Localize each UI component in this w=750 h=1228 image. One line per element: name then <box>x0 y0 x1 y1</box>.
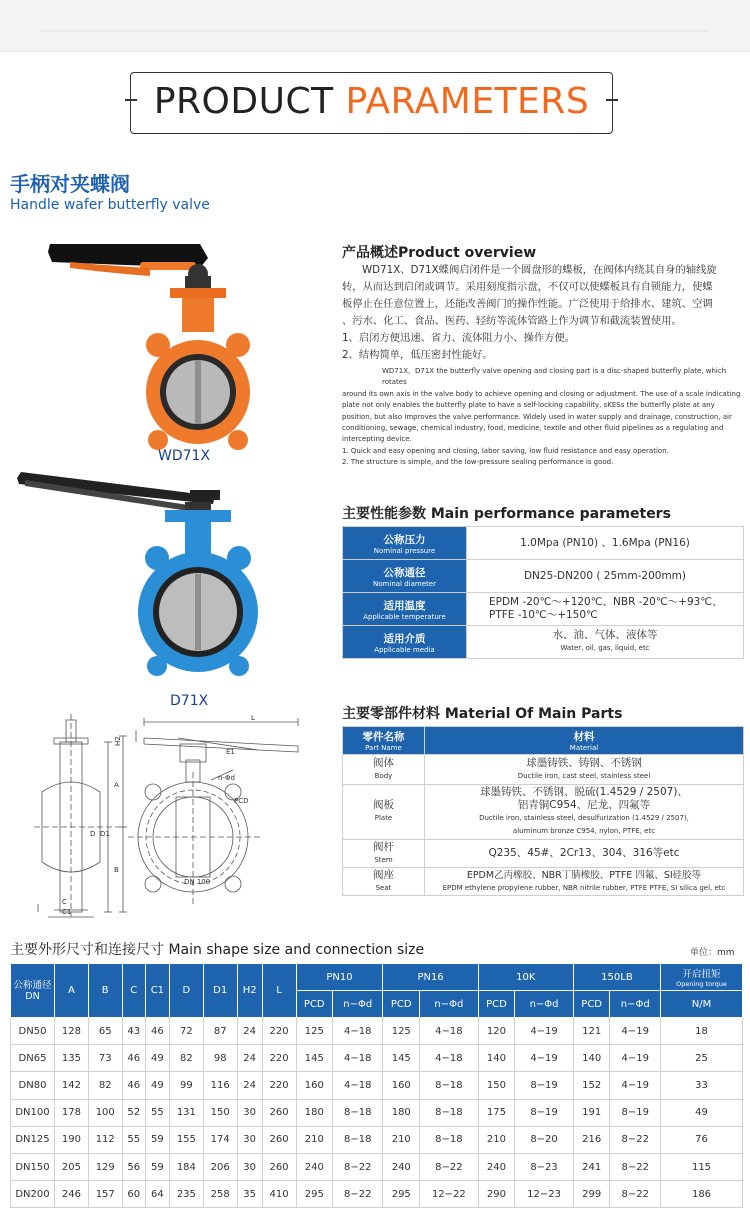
table-cell: 100 <box>88 1099 122 1126</box>
table-cell: 33 <box>661 1072 743 1099</box>
performance-key-cn: 公称压力 <box>383 533 426 546</box>
table-cell: 174 <box>203 1126 237 1153</box>
dims-head-torque-unit: N/M <box>661 991 743 1018</box>
dims-head-col: D <box>169 964 203 1018</box>
table-cell: 52 <box>122 1099 145 1126</box>
materials-title: 主要零部件材料 Material Of Main Parts <box>342 706 623 722</box>
table-cell: 205 <box>55 1153 89 1180</box>
dims-head-group: 10K <box>478 964 573 991</box>
performance-value-line: 1.0Mpa (PN10) 、1.6Mpa (PN16) <box>520 536 690 549</box>
materials-table <box>342 726 744 896</box>
performance-key-cn: 适用温度 <box>383 599 426 612</box>
dims-head-torque <box>661 964 743 991</box>
dims-head-col: B <box>88 964 122 1018</box>
performance-key <box>343 560 467 593</box>
table-cell: 46 <box>122 1072 145 1099</box>
model-label-wd71x: WD71X <box>158 448 211 464</box>
table-cell: 4−18 <box>420 1045 479 1072</box>
table-cell: 55 <box>122 1126 145 1153</box>
table-cell: 24 <box>237 1018 262 1045</box>
table-cell: 295 <box>383 1181 420 1208</box>
table-cell: 43 <box>122 1018 145 1045</box>
table-cell: 8−19 <box>610 1099 661 1126</box>
d71x-valve-image <box>15 470 265 690</box>
dims-head-col: A <box>55 964 89 1018</box>
overview-cn-line: 1、启闭方便迅速、省力、流体阻力小、操作方便。 <box>342 332 576 344</box>
table-row <box>11 1153 743 1180</box>
table-cell: 295 <box>296 1181 333 1208</box>
materials-value-en: Ductile iron, stainless steel, desulfurization (1.4529 / 2507), <box>479 814 689 822</box>
table-cell: 4−18 <box>333 1072 383 1099</box>
dimensions-table <box>10 963 743 1208</box>
performance-key <box>343 527 467 560</box>
table-cell: 4−18 <box>420 1018 479 1045</box>
performance-value <box>467 527 744 560</box>
table-cell: 8−23 <box>515 1153 574 1180</box>
overview-en-line: 1. Quick and easy opening and closing, labor saving, low fluid resistance and easy operation. <box>342 446 669 455</box>
table-cell: 64 <box>145 1181 169 1208</box>
table-row <box>11 1045 743 1072</box>
table-cell: 160 <box>383 1072 420 1099</box>
table-cell: 8−19 <box>515 1072 574 1099</box>
table-cell: 46 <box>122 1045 145 1072</box>
table-cell: 220 <box>262 1018 296 1045</box>
dims-head-col: C <box>122 964 145 1018</box>
table-cell: 186 <box>661 1181 743 1208</box>
wd71x-valve-image <box>40 240 270 450</box>
product-name-en: Handle wafer butterfly valve <box>10 197 210 213</box>
table-cell: 120 <box>478 1018 515 1045</box>
materials-value-en: EPDM ethylene propylene rubber, NBR nitrile rubber, PTFE PTFE, SI silica gel, etc <box>442 883 726 892</box>
dims-header-row-1 <box>11 964 743 991</box>
materials-row <box>343 785 744 840</box>
table-cell: 155 <box>169 1126 203 1153</box>
table-cell: 145 <box>296 1045 333 1072</box>
table-cell: 210 <box>383 1126 420 1153</box>
materials-part <box>343 755 425 785</box>
model-label-d71x: D71X <box>170 693 209 709</box>
table-cell: 59 <box>145 1153 169 1180</box>
drawing-label-l: L <box>251 714 255 722</box>
drawing-label-e1: E1 <box>226 748 235 756</box>
table-cell: 116 <box>203 1072 237 1099</box>
table-cell: 8−19 <box>515 1099 574 1126</box>
dims-head-pcd: PCD <box>296 991 333 1018</box>
table-cell: 128 <box>55 1018 89 1045</box>
table-cell: 258 <box>203 1181 237 1208</box>
table-cell: 260 <box>262 1099 296 1126</box>
overview-cn-line: 、污水、化工、食品、医药、轻纺等流体管路上作为调节和截流装置使用。 <box>342 315 682 327</box>
performance-key-en: Applicable media <box>374 645 435 654</box>
materials-part-en: Body <box>374 771 393 780</box>
table-cell: 46 <box>145 1018 169 1045</box>
materials-value-en: Ductile iron, cast steel, stainless steel <box>517 771 651 780</box>
table-cell: 59 <box>145 1126 169 1153</box>
table-cell: 8−22 <box>610 1153 661 1180</box>
table-cell: 4−19 <box>610 1072 661 1099</box>
table-cell: 145 <box>383 1045 420 1072</box>
materials-value <box>425 785 744 840</box>
table-cell: 216 <box>573 1126 610 1153</box>
table-cell: 180 <box>296 1099 333 1126</box>
materials-part-cn: 阀体 <box>373 756 394 769</box>
performance-title: 主要性能参数 Main performance parameters <box>342 506 671 522</box>
drawing-label-dn: DN 100 <box>184 878 211 886</box>
dims-head-dn <box>11 964 55 1018</box>
table-row <box>11 1099 743 1126</box>
table-cell: 49 <box>661 1099 743 1126</box>
table-cell: 56 <box>122 1153 145 1180</box>
table-cell: 112 <box>88 1126 122 1153</box>
table-cell: 129 <box>88 1153 122 1180</box>
table-cell: 30 <box>237 1126 262 1153</box>
dims-head-dn-cn: 公称通径 <box>13 979 52 991</box>
table-cell: 65 <box>88 1018 122 1045</box>
performance-row <box>343 593 744 626</box>
materials-part <box>343 840 425 868</box>
overview-cn <box>342 262 742 364</box>
table-cell: DN65 <box>11 1045 55 1072</box>
drawing-label-d: D <box>90 830 96 838</box>
table-cell: 60 <box>122 1181 145 1208</box>
performance-value-line: 水、油、气体、液体等 <box>552 629 658 641</box>
performance-key <box>343 626 467 659</box>
table-cell: 24 <box>237 1072 262 1099</box>
overview-en-line: intercepting device. <box>342 435 412 444</box>
table-cell: 30 <box>237 1153 262 1180</box>
performance-key <box>343 593 467 626</box>
table-cell: 210 <box>478 1126 515 1153</box>
performance-key-en: Nominal pressure <box>373 546 436 555</box>
performance-row <box>343 626 744 659</box>
materials-value-cn: 铝青铜C954、尼龙、四氟等 <box>517 799 651 811</box>
dims-head-col: D1 <box>203 964 237 1018</box>
dimensions-title: 主要外形尺寸和连接尺寸 Main shape size and connection size <box>10 942 425 958</box>
table-cell: 125 <box>296 1018 333 1045</box>
table-cell: 290 <box>478 1181 515 1208</box>
page-title <box>131 81 612 122</box>
table-cell: 142 <box>55 1072 89 1099</box>
table-cell: 140 <box>573 1045 610 1072</box>
table-cell: 73 <box>88 1045 122 1072</box>
materials-part-en: Plate <box>374 814 393 822</box>
table-cell: 140 <box>478 1045 515 1072</box>
overview-cn-line: WD71X、D71X蝶阀启闭件是一个圆盘形的蝶板，在阀体内绕其自身的轴线旋 <box>362 264 717 276</box>
table-cell: 4−19 <box>515 1018 574 1045</box>
dims-head-group: PN10 <box>296 964 383 991</box>
performance-key-en: Nominal diameter <box>373 579 436 588</box>
dims-head-group: PN16 <box>383 964 478 991</box>
performance-row <box>343 560 744 593</box>
table-cell: DN150 <box>11 1153 55 1180</box>
dims-head-pcd: PCD <box>478 991 515 1018</box>
table-cell: 8−18 <box>420 1099 479 1126</box>
table-cell: 99 <box>169 1072 203 1099</box>
materials-head-part-en: Part Name <box>365 744 402 752</box>
dims-head-col: L <box>262 964 296 1018</box>
top-band <box>0 0 750 52</box>
table-cell: 4−18 <box>333 1045 383 1072</box>
table-cell: 220 <box>262 1045 296 1072</box>
table-cell: 410 <box>262 1181 296 1208</box>
table-cell: 157 <box>88 1181 122 1208</box>
table-cell: 8−22 <box>610 1126 661 1153</box>
table-cell: 115 <box>661 1153 743 1180</box>
table-cell: DN200 <box>11 1181 55 1208</box>
table-cell: 184 <box>169 1153 203 1180</box>
table-cell: 175 <box>478 1099 515 1126</box>
table-cell: 4−19 <box>610 1018 661 1045</box>
performance-value <box>467 626 744 659</box>
dims-head-pcd: PCD <box>573 991 610 1018</box>
table-cell: 150 <box>478 1072 515 1099</box>
overview-cn-line: 2、结构简单，低压密封性能好。 <box>342 349 493 361</box>
table-cell: 135 <box>55 1045 89 1072</box>
materials-row <box>343 868 744 896</box>
table-cell: 8−22 <box>610 1181 661 1208</box>
drawing-label-h2: H2 <box>114 736 122 746</box>
table-cell: 152 <box>573 1072 610 1099</box>
table-cell: 191 <box>573 1099 610 1126</box>
table-cell: 72 <box>169 1018 203 1045</box>
table-cell: 25 <box>661 1045 743 1072</box>
table-cell: 8−22 <box>333 1153 383 1180</box>
materials-part-cn: 阀座 <box>373 868 394 881</box>
table-cell: 82 <box>169 1045 203 1072</box>
performance-value-line: EPDM -20℃～+120℃、NBR -20℃～+93℃、 <box>489 596 723 608</box>
materials-part-en: Seat <box>375 883 392 892</box>
table-cell: 178 <box>55 1099 89 1126</box>
overview-en-line: WD71X、D71X the butterfly valve opening and closing part is a disc-shaped butterfly plate, which rotates <box>382 367 727 387</box>
table-cell: 121 <box>573 1018 610 1045</box>
table-cell: 12−22 <box>420 1181 479 1208</box>
table-cell: 8−22 <box>420 1153 479 1180</box>
dims-head-col: H2 <box>237 964 262 1018</box>
performance-key-en: Applicable temperature <box>363 612 446 621</box>
table-cell: 241 <box>573 1153 610 1180</box>
table-cell: 220 <box>262 1072 296 1099</box>
title-part2: PARAMETERS <box>345 81 590 122</box>
materials-value-cn: 球墨铸铁、不锈钢、脱硫(1.4529 / 2507)、 <box>480 786 688 798</box>
drawing-label-b: B <box>114 866 119 874</box>
table-row <box>11 1126 743 1153</box>
table-cell: 30 <box>237 1099 262 1126</box>
drawing-label-pcd: PCD <box>234 797 249 805</box>
technical-drawing <box>28 712 328 922</box>
table-cell: 8−18 <box>420 1126 479 1153</box>
performance-row <box>343 527 744 560</box>
performance-table <box>342 526 744 659</box>
overview-en-line: conditioning, sewage, chemical industry, food, medicine, textile and other fluid pipelines as a regulating and <box>342 424 724 433</box>
table-cell: 8−20 <box>515 1126 574 1153</box>
performance-value-line: Water, oil, gas, liquid, etc <box>560 644 650 652</box>
table-cell: 125 <box>383 1018 420 1045</box>
overview-en <box>342 366 744 469</box>
performance-key-cn: 适用介质 <box>383 632 426 645</box>
table-cell: DN50 <box>11 1018 55 1045</box>
performance-value <box>467 560 744 593</box>
drawing-label-d1: D1 <box>100 830 110 838</box>
table-cell: 299 <box>573 1181 610 1208</box>
dims-head-nd: n−Φd <box>515 991 574 1018</box>
materials-part <box>343 868 425 896</box>
performance-value <box>467 593 744 626</box>
table-cell: 98 <box>203 1045 237 1072</box>
table-cell: 240 <box>296 1153 333 1180</box>
dims-head-torque-en: Opening torque <box>676 980 727 988</box>
dims-head-nd: n−Φd <box>333 991 383 1018</box>
product-name-cn: 手柄对夹蝶阀 <box>10 172 130 196</box>
table-cell: 18 <box>661 1018 743 1045</box>
materials-head-material <box>425 727 744 755</box>
overview-en-line: around its own axis in the valve body to achieve opening and closing or adjustment. The use of a scale indicating <box>342 389 741 398</box>
materials-value-cn: 球墨铸铁、铸钢、不锈钢 <box>526 756 642 769</box>
table-cell: 49 <box>145 1072 169 1099</box>
performance-key-cn: 公称通径 <box>383 566 426 579</box>
dimensions-unit: 单位：mm <box>690 948 735 958</box>
materials-head-mat-cn: 材料 <box>573 731 595 743</box>
drawing-label-nd: n-Φd <box>218 774 235 782</box>
table-cell: 87 <box>203 1018 237 1045</box>
materials-row <box>343 755 744 785</box>
overview-en-line: plate not only enables the butterfly plate to have a self-locking capability, sKESs the butterfly plate at any <box>342 401 715 410</box>
materials-value-en: aluminum bronze C954, nylon, PTFE, etc <box>512 827 656 835</box>
dims-body <box>11 1018 743 1208</box>
table-cell: 82 <box>88 1072 122 1099</box>
materials-value <box>425 755 744 785</box>
materials-head-part-cn: 零件名称 <box>362 731 405 743</box>
materials-value <box>425 840 744 868</box>
performance-value-line: PTFE -10℃～+150℃ <box>489 609 598 621</box>
table-cell: 240 <box>383 1153 420 1180</box>
table-cell: 150 <box>203 1099 237 1126</box>
overview-en-line: position, but also improves the valve performance. Widely used in water supply and drainage, construction, air <box>342 412 732 421</box>
materials-value <box>425 868 744 896</box>
materials-part-cn: 阀杆 <box>373 840 394 853</box>
table-row <box>11 1072 743 1099</box>
table-row <box>11 1018 743 1045</box>
dims-head-group: 150LB <box>573 964 660 991</box>
materials-part <box>343 785 425 840</box>
table-cell: 76 <box>661 1126 743 1153</box>
materials-header-row <box>343 727 744 755</box>
table-cell: 4−18 <box>333 1018 383 1045</box>
title-part1: PRODUCT <box>153 81 334 122</box>
dims-head-torque-cn: 开启扭矩 <box>682 969 721 980</box>
table-cell: 206 <box>203 1153 237 1180</box>
dims-head-pcd: PCD <box>383 991 420 1018</box>
table-cell: 24 <box>237 1045 262 1072</box>
dims-head-col: C1 <box>145 964 169 1018</box>
dims-head-dn-en: DN <box>25 990 40 1002</box>
dims-head-nd: n−Φd <box>420 991 479 1018</box>
table-cell: 131 <box>169 1099 203 1126</box>
table-cell: DN80 <box>11 1072 55 1099</box>
table-cell: DN100 <box>11 1099 55 1126</box>
table-cell: 180 <box>383 1099 420 1126</box>
materials-head-mat-en: Material <box>569 744 599 752</box>
table-cell: 4−19 <box>610 1045 661 1072</box>
table-cell: 210 <box>296 1126 333 1153</box>
overview-en-line: 2. The structure is simple, and the low-pressure sealing performance is good. <box>342 458 614 467</box>
table-cell: 240 <box>478 1153 515 1180</box>
overview-title: 产品概述Product overview <box>342 245 537 261</box>
top-band-line <box>40 30 710 32</box>
overview-cn-line: 板停止在任意位置上，还能改善阀门的操作性能。广泛使用于给排水、建筑、空调 <box>342 298 713 310</box>
table-cell: 8−22 <box>333 1181 383 1208</box>
table-cell: 35 <box>237 1181 262 1208</box>
performance-value-line: DN25-DN200 ( 25mm-200mm) <box>523 569 687 582</box>
table-cell: 160 <box>296 1072 333 1099</box>
table-cell: 49 <box>145 1045 169 1072</box>
materials-row <box>343 840 744 868</box>
table-cell: 260 <box>262 1153 296 1180</box>
materials-part-en: Stem <box>374 855 393 864</box>
table-cell: 4−19 <box>515 1045 574 1072</box>
table-cell: 246 <box>55 1181 89 1208</box>
table-cell: 12−23 <box>515 1181 574 1208</box>
table-cell: 8−18 <box>333 1099 383 1126</box>
table-cell: 8−18 <box>420 1072 479 1099</box>
materials-value-cn: Q235、45#、2Cr13、304、316等etc <box>488 847 680 859</box>
table-cell: 190 <box>55 1126 89 1153</box>
overview-cn-line: 转，从而达到启闭或调节。采用刻度指示盘，不仅可以使蝶板具有自锁能力，使蝶 <box>342 281 713 293</box>
table-row <box>11 1181 743 1208</box>
drawing-label-c1: C1 <box>62 908 72 916</box>
materials-head-part <box>343 727 425 755</box>
drawing-label-a: A <box>114 781 119 789</box>
drawing-label-c: C <box>62 898 67 906</box>
dims-head-nd: n−Φd <box>610 991 661 1018</box>
materials-part-cn: 阀板 <box>373 799 394 811</box>
table-cell: DN125 <box>11 1126 55 1153</box>
table-cell: 8−18 <box>333 1126 383 1153</box>
table-cell: 55 <box>145 1099 169 1126</box>
table-cell: 260 <box>262 1126 296 1153</box>
title-box <box>130 72 613 134</box>
materials-value-cn: EPDM乙丙橡胶、NBR丁腈橡胶、PTFE 四氟、SI硅胶等 <box>466 869 702 881</box>
table-cell: 235 <box>169 1181 203 1208</box>
